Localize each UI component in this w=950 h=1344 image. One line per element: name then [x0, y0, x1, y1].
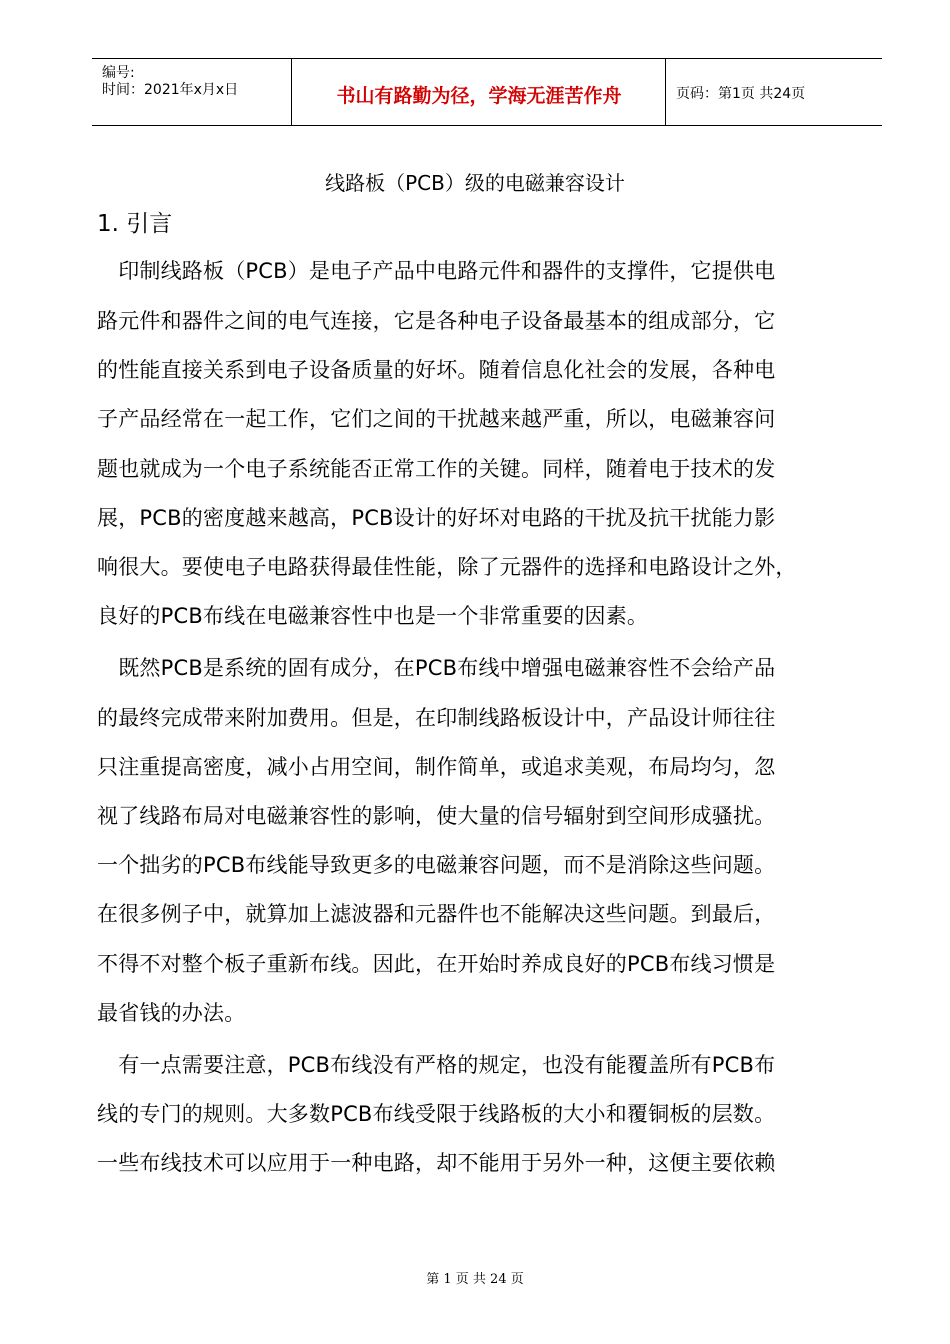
header-page-cell	[666, 59, 882, 125]
body-line: 展，PCB的密度越来越高，PCB设计的好坏对电路的干扰及抗干扰能力影	[97, 506, 776, 530]
body-line: 印制线路板（PCB）是电子产品中电路元件和器件的支撑件，它提供电	[97, 259, 776, 283]
body-line: 题也就成为一个电子系统能否正常工作的关键。同样，随着电于技术的发	[97, 457, 776, 481]
body-line: 的性能直接关系到电子设备质量的好坏。随着信息化社会的发展，各种电	[97, 358, 776, 382]
body-line: 良好的PCB布线在电磁兼容性中也是一个非常重要的因素。	[97, 604, 649, 628]
body-line: 路元件和器件之间的电气连接，它是各种电子设备最基本的组成部分，它	[97, 309, 776, 333]
body-line: 在很多例子中，就算加上滤波器和元器件也不能解决这些问题。到最后，	[97, 902, 776, 926]
document-title: 线路板（PCB）级的电磁兼容设计	[325, 171, 625, 195]
code-label: 编号:	[102, 65, 135, 81]
body-line: 线的专门的规则。大多数PCB布线受限于线路板的大小和覆铜板的层数。	[97, 1102, 776, 1126]
body-line: 响很大。要使电子电路获得最佳性能，除了元器件的选择和电路设计之外，	[97, 555, 797, 579]
time-label: 时间：2021年x月x日	[102, 82, 239, 98]
body-line: 只注重提高密度，减小占用空间，制作简单，或追求美观，布局均匀，忽	[97, 755, 776, 779]
motto-text: 书山有路勤为径，学海无涯苦作舟	[336, 85, 622, 107]
body-line: 一些布线技术可以应用于一种电路，却不能用于另外一种，这便主要依赖	[97, 1151, 776, 1175]
body-line: 的最终完成带来附加费用。但是，在印制线路板设计中，产品设计师往往	[97, 706, 776, 730]
body-line: 有一点需要注意，PCB布线没有严格的规定，也没有能覆盖所有PCB布	[97, 1053, 776, 1077]
body-line: 最省钱的办法。	[97, 1001, 246, 1025]
body-line: 一个拙劣的PCB布线能导致更多的电磁兼容问题，而不是消除这些问题。	[97, 853, 776, 877]
section-heading: 1. 引言	[97, 211, 173, 237]
body-line: 既然PCB是系统的固有成分，在PCB布线中增强电磁兼容性不会给产品	[97, 656, 776, 680]
page-footer: 第 1 页 共 24 页	[426, 1272, 524, 1287]
header-meta-cell	[92, 59, 292, 125]
page-info: 页码：第1页 共24页	[676, 86, 806, 102]
body-line: 视了线路布局对电磁兼容性的影响，使大量的信号辐射到空间形成骚扰。	[97, 804, 776, 828]
header-motto-cell	[292, 59, 666, 125]
body-line: 不得不对整个板子重新布线。因此，在开始时养成良好的PCB布线习惯是	[97, 952, 776, 976]
body-line: 子产品经常在一起工作，它们之间的干扰越来越严重，所以，电磁兼容问	[97, 407, 776, 431]
page-header	[92, 58, 882, 126]
